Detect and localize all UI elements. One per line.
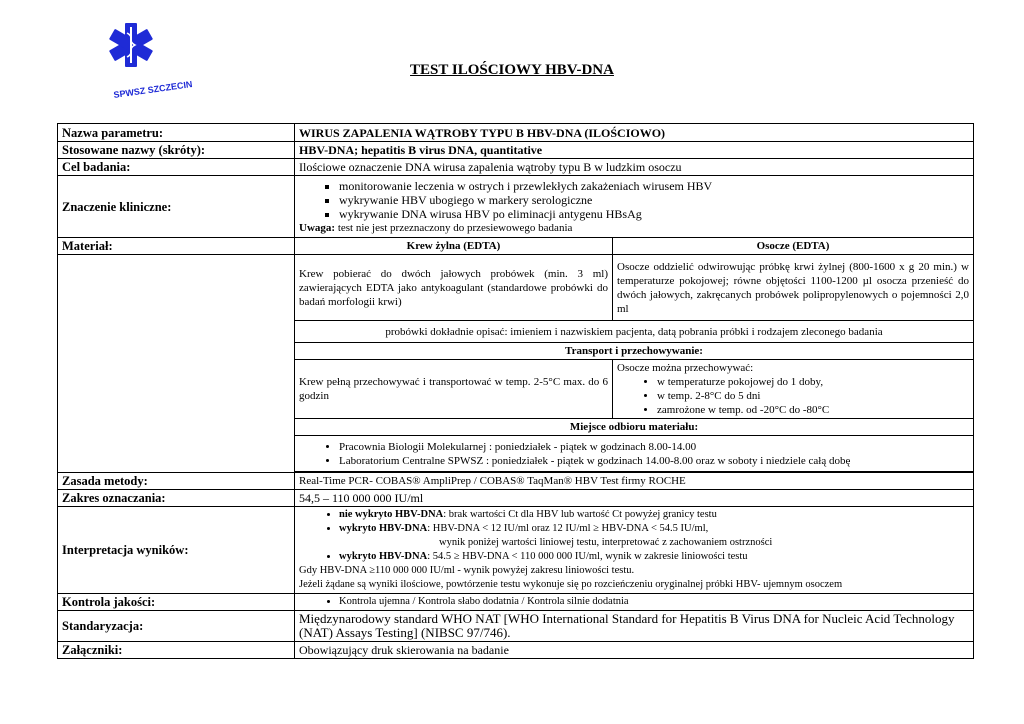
range-value: 54,5 – 110 000 000 IU/ml [295, 490, 974, 507]
row-attach [58, 642, 974, 659]
transport-col1: Krew pełną przechowywać i transportować w temp. 2-5°C max. do 6 godzin [295, 360, 613, 419]
clinical-item: ▪ monitorowanie leczenia w ostrych i przewlekłych zakażeniach wirusem HBV [339, 179, 969, 193]
qc-label: Kontrola jakości: [58, 594, 295, 611]
material-col1-text: Krew pobierać do dwóch jałowych probówek (min. 3 ml) zawierających EDTA jako antykoagulant (standardowe probówki do badań morfologii krwi) [295, 255, 613, 321]
names-value: HBV-DNA; hepatitis B virus DNA, quantitative [295, 142, 974, 159]
interp-line5: Jeżeli żądane są wyniki ilościowe, powtórzenie testu wykonuje się po rozcieńczeniu oryginalnej próbki HBV- ujemnym osoczem [299, 579, 843, 590]
pickup-item: • Laboratorium Centralne SPWSZ : poniedziałek - piątek w godzinach 14.00-8.00 oraz w soboty i niedziele całą dobę [339, 454, 969, 468]
interp-item: • nie wykryto HBV-DNA: brak wartości Ct dla HBV lub wartość Ct powyżej granicy testu [339, 508, 969, 522]
attach-label: Załączniki: [58, 642, 295, 659]
label-note: probówki dokładnie opisać: imieniem i nazwiskiem pacjenta, datą pobrania próbki i rodzajem zleconego badania [295, 321, 974, 343]
material-col1-header: Krew żylna (EDTA) [295, 238, 613, 255]
row-names [58, 142, 974, 159]
method-value: Real-Time PCR- COBAS® AmpliPrep / COBAS® TaqMan® HBV Test firmy ROCHE [295, 473, 974, 490]
interp-label: Interpretacja wyników: [58, 507, 295, 594]
interp-item: • wykryto HBV-DNA: HBV-DNA < 12 IU/ml oraz 12 IU/ml ≥ HBV-DNA < 54.5 IU/ml, [339, 522, 969, 536]
clinical-item: ▪ wykrywanie HBV ubogiego w markery serologiczne [339, 193, 969, 207]
interp-cont: wynik poniżej wartości liniowej testu, interpretować z zachowaniem ostrzności [439, 537, 773, 548]
clinical-item: ▪ wykrywanie DNA wirusa HBV po eliminacji antygenu HBsAg [339, 207, 969, 221]
transport-col2 [613, 360, 974, 419]
transport-item: • w temp. 2-8°C do 5 dni [657, 389, 969, 403]
material-label-spacer [58, 255, 295, 473]
interp-value [295, 507, 974, 594]
range-label: Zakres oznaczania: [58, 490, 295, 507]
material-col2-header: Osocze (EDTA) [613, 238, 974, 255]
std-value: Międzynarodowy standard WHO NAT [WHO International Standard for Hepatitis B Virus DNA for Nucleic Acid Technology (NAT) Assays Testing] (NIBSC 97/746). [295, 611, 974, 642]
row-qc [58, 594, 974, 611]
test-info-table [57, 123, 974, 659]
logo-text: SPWSZ SZCZECIN [112, 79, 194, 100]
param-value: WIRUS ZAPALENIA WĄTROBY TYPU B HBV-DNA (ILOŚCIOWO) [295, 124, 974, 142]
note-text: test nie jest przeznaczony do przesiewowego badania [335, 221, 573, 234]
row-interp [58, 507, 974, 594]
row-std [58, 611, 974, 642]
interp-line4: Gdy HBV-DNA ≥110 000 000 IU/ml - wynik powyżej zakresu liniowości testu. [299, 565, 635, 576]
page-title: TEST ILOŚCIOWY HBV-DNA [410, 62, 614, 78]
transport-item: • w temperaturze pokojowej do 1 doby, [657, 375, 969, 389]
param-label: Nazwa parametru: [58, 124, 295, 142]
qc-value [295, 594, 974, 611]
transport-intro: Osocze można przechowywać: [617, 362, 754, 374]
clinical-value [295, 176, 974, 238]
row-material-header [58, 238, 974, 255]
purpose-value: Ilościowe oznaczenie DNA wirusa zapalenia wątroby typu B w ludzkim osoczu [295, 159, 974, 176]
qc-item: • Kontrola ujemna / Kontrola słabo dodatnia / Kontrola silnie dodatnia [339, 595, 969, 609]
row-method [58, 473, 974, 490]
row-purpose [58, 159, 974, 176]
note-label: Uwaga: [299, 221, 336, 234]
purpose-label: Cel badania: [58, 159, 295, 176]
clinical-label: Znaczenie kliniczne: [58, 176, 295, 238]
std-label: Standaryzacja: [58, 611, 295, 642]
transport-header: Transport i przechowywanie: [295, 343, 974, 360]
row-clinical [58, 176, 974, 238]
method-label: Zasada metody: [58, 473, 295, 490]
row-param [58, 124, 974, 142]
transport-item: • zamrożone w temp. od -20°C do -80°C [657, 403, 969, 417]
material-col2-text: Osocze oddzielić odwirowując próbkę krwi żylnej (800-1600 x g 20 min.) w temperaturze pokojowej; równe objętości 1100-1200 µl osocza przenieść do dwóch jałowych, zakręcanych probówek polipropylenowych o pojemności 2,0 ml [613, 255, 974, 321]
interp-item: • wykryto HBV-DNA: 54.5 ≥ HBV-DNA < 110 000 000 IU/ml, wynik w zakresie liniowości testu [339, 550, 969, 564]
pickup-item: • Pracownia Biologii Molekularnej : poniedziałek - piątek w godzinach 8.00-14.00 [339, 440, 969, 454]
row-material-desc [58, 255, 974, 321]
names-label: Stosowane nazwy (skróty): [58, 142, 295, 159]
attach-value: Obowiązujący druk skierowania na badanie [295, 642, 974, 659]
material-label: Materiał: [58, 238, 295, 255]
row-range [58, 490, 974, 507]
pickup-list [295, 436, 974, 472]
pickup-header: Miejsce odbioru materiału: [295, 419, 974, 436]
